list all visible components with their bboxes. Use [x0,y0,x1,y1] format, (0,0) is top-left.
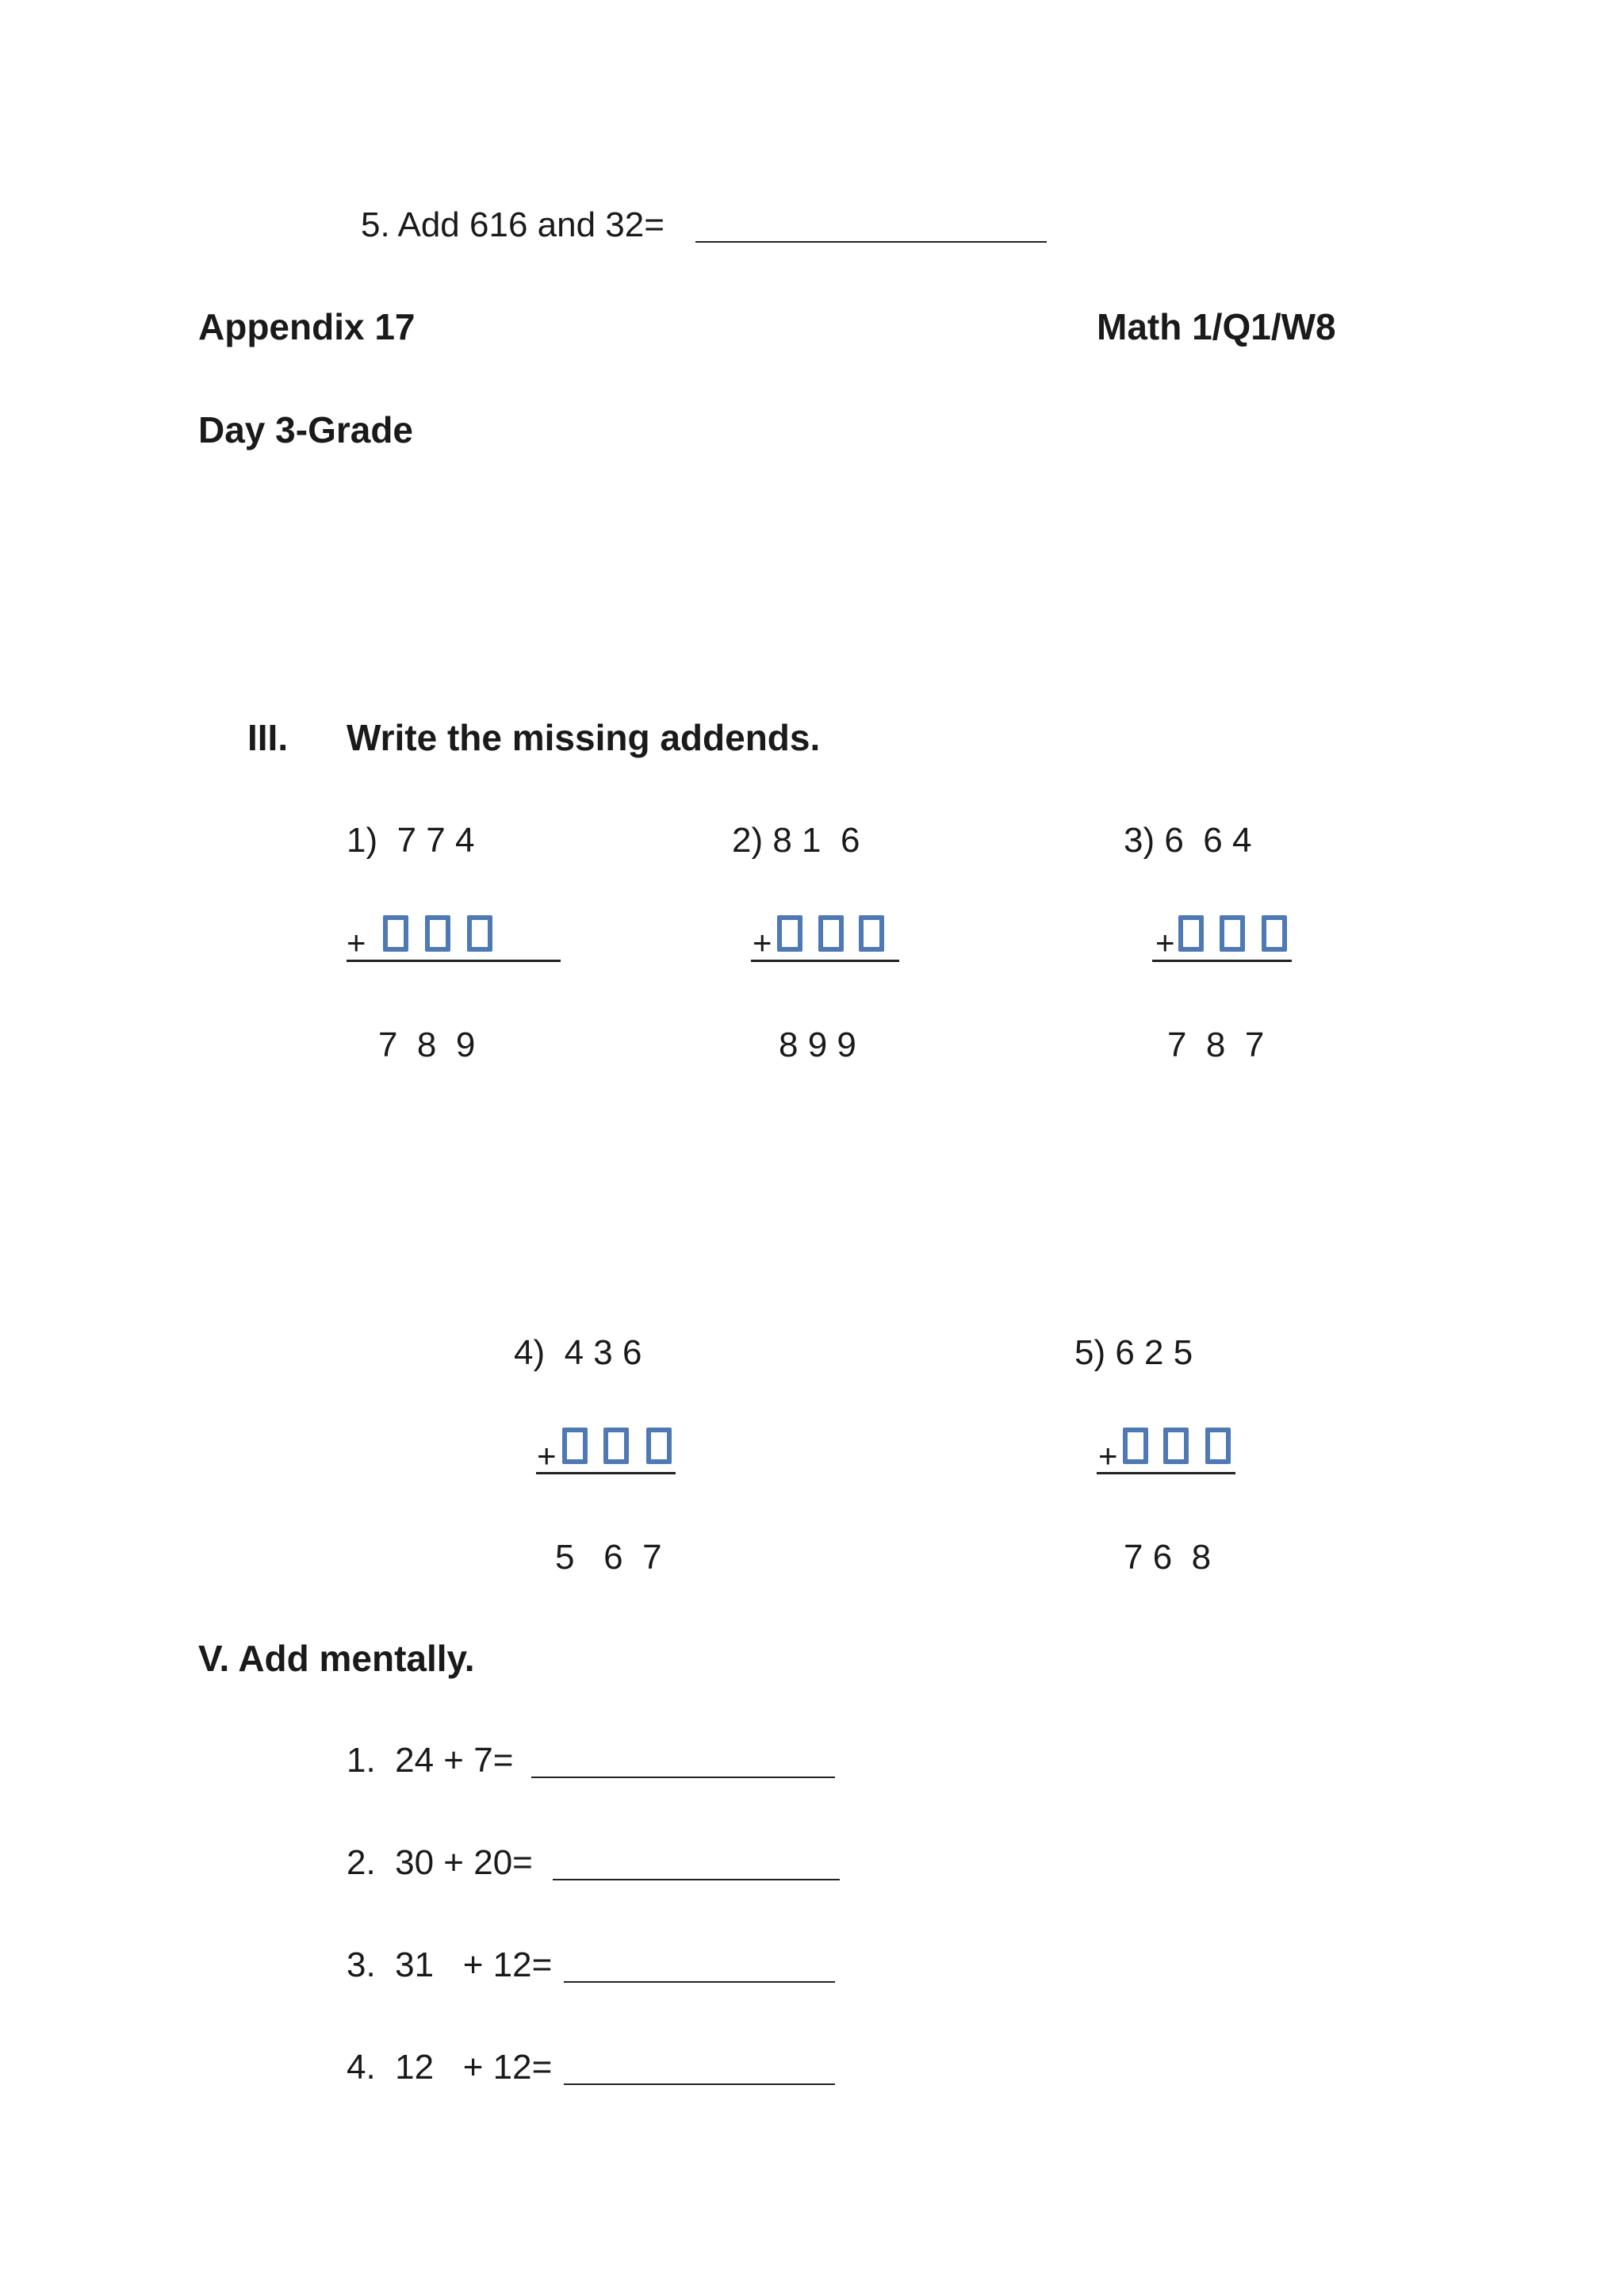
plus-sign: + [537,1437,557,1474]
answer-blank[interactable] [564,2083,835,2085]
problem-5-sum: 7 6 8 [1124,1538,1212,1577]
addend-box[interactable] [777,915,802,952]
mental-item-4: 4. 12 + 12= [347,2048,553,2087]
mental-item-1: 1. 24 + 7= [347,1741,514,1780]
problem-3-sum: 7 8 7 [1167,1025,1265,1064]
answer-blank[interactable] [564,1981,835,1983]
addend-box[interactable] [1178,915,1204,952]
plus-sign: + [1155,924,1175,961]
problem-3-label: 3) 6 6 4 [1124,821,1252,860]
section-3-number: III. [247,717,289,758]
addend-box[interactable] [859,915,884,952]
question-5-text: 5. Add 616 and 32= [361,205,665,244]
addend-box[interactable] [425,915,450,952]
sum-line [1097,1472,1235,1474]
problem-5-label: 5) 6 2 5 [1074,1333,1193,1372]
addend-box[interactable] [1205,1428,1231,1464]
problem-2-sum: 8 9 9 [779,1025,856,1064]
plus-sign: + [347,924,366,961]
sum-line [347,960,561,962]
day-grade-label: Day 3-Grade [198,409,414,450]
sum-line [751,960,899,962]
problem-2-label: 2) 8 1 6 [732,821,860,860]
answer-blank[interactable] [553,1879,840,1880]
plus-sign: + [1098,1437,1118,1474]
section-3-title: Write the missing addends. [347,717,821,758]
addend-box[interactable] [467,915,492,952]
answer-blank[interactable] [531,1777,835,1778]
addend-box[interactable] [1123,1428,1148,1464]
addend-box[interactable] [1262,915,1287,952]
answer-blank[interactable] [695,241,1047,243]
addend-box[interactable] [603,1428,629,1464]
addend-box[interactable] [383,915,408,952]
problem-1-label: 1) 7 7 4 [347,821,475,860]
course-code: Math 1/Q1/W8 [1097,306,1336,347]
addend-box[interactable] [562,1428,588,1464]
appendix-label: Appendix 17 [198,306,416,347]
problem-4-label: 4) 4 3 6 [514,1333,642,1372]
addend-box[interactable] [818,915,844,952]
plus-sign: + [753,924,772,961]
sum-line [1152,960,1292,962]
problem-4-sum: 5 6 7 [555,1538,662,1577]
problem-1-sum: 7 8 9 [378,1025,476,1064]
mental-item-3: 3. 31 + 12= [347,1945,553,1984]
addend-box[interactable] [646,1428,672,1464]
addend-box[interactable] [1163,1428,1189,1464]
section-5-title: V. Add mentally. [198,1638,475,1679]
sum-line [536,1472,676,1474]
addend-box[interactable] [1220,915,1245,952]
mental-item-2: 2. 30 + 20= [347,1843,533,1882]
